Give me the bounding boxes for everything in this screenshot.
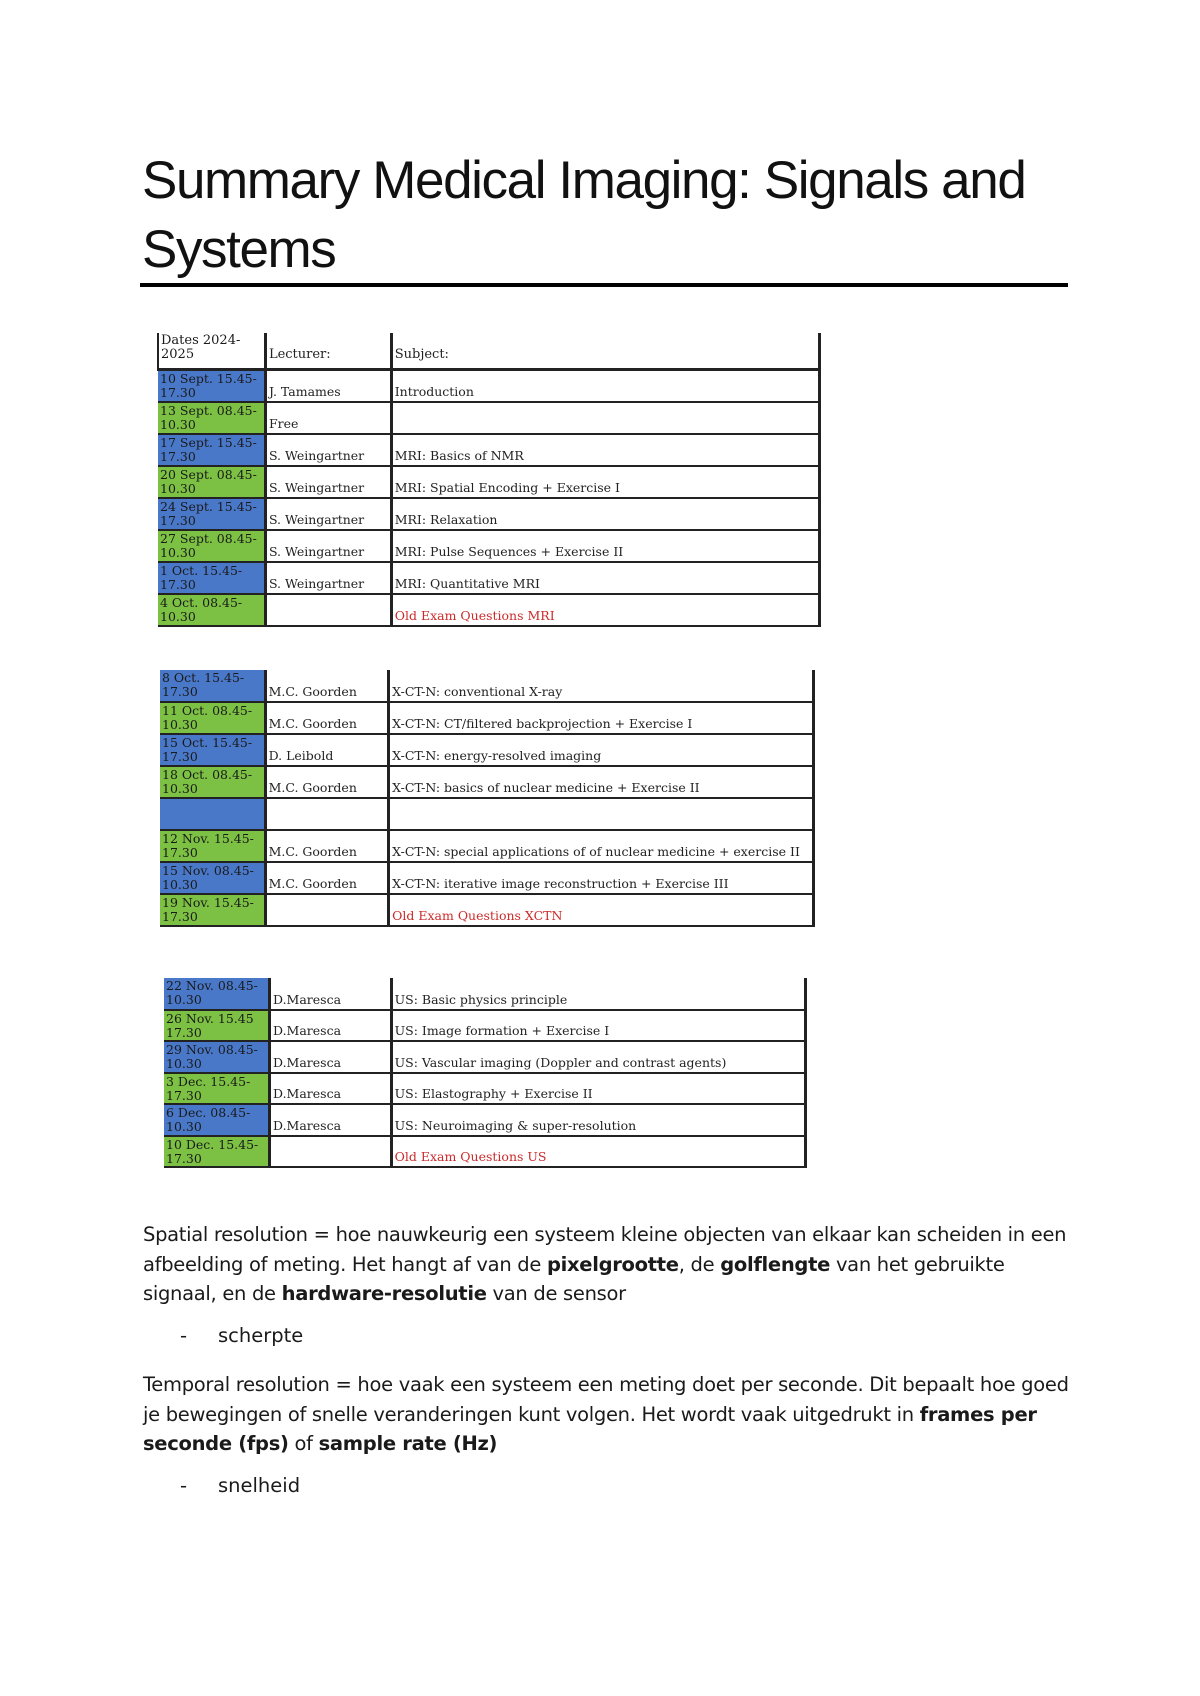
lecturer-cell: M.C. Goorden (265, 702, 389, 734)
date-cell: 13 Sept. 08.45-10.30 (158, 402, 265, 434)
date-cell: 1 Oct. 15.45-17.30 (158, 562, 265, 594)
subject-cell: MRI: Pulse Sequences + Exercise II (391, 530, 819, 562)
table-row (160, 798, 814, 830)
subject-cell: X-CT-N: conventional X-ray (389, 670, 814, 702)
lecturer-cell (265, 594, 391, 626)
subject-cell: US: Vascular imaging (Doppler and contrast agents) (391, 1041, 805, 1073)
term-hardware-resolutie: hardware-resolutie (281, 1282, 487, 1305)
term-golflengte: golflengte (720, 1252, 831, 1276)
lecturer-cell: D. Leibold (265, 734, 389, 766)
date-cell: 4 Oct. 08.45-10.30 (158, 594, 265, 626)
date-cell: 3 Dec. 15.45-17.30 (164, 1073, 270, 1105)
subject-cell: US: Basic physics principle (391, 978, 805, 1010)
lecturer-cell: J. Tamames (265, 370, 391, 402)
date-cell: 22 Nov. 08.45-10.30 (164, 978, 270, 1010)
table-row (158, 562, 820, 594)
subject-cell: X-CT-N: CT/filtered backprojection + Exercise I (389, 702, 814, 734)
subject-cell: MRI: Relaxation (391, 498, 819, 530)
table-row (164, 1041, 806, 1073)
lecturer-cell: D.Maresca (270, 1041, 392, 1073)
header-subject: Subject: (391, 333, 819, 370)
table-row (158, 434, 820, 466)
title-underline (140, 283, 1068, 287)
lecturer-cell: M.C. Goorden (265, 830, 389, 862)
schedule-table-us (164, 978, 807, 1168)
date-cell: 26 Nov. 15.45 17.30 (164, 1010, 270, 1042)
date-cell: 20 Sept. 08.45-10.30 (158, 466, 265, 498)
spatial-resolution-paragraph: Spatial resolution = hoe nauwkeurig een systeem kleine objecten van elkaar kan scheiden in een afbeelding of meting. Het hangt af van de pixelgrootte, de golflengte van het gebruikte signaal, en de hardware-resolutie van de sensor (143, 1223, 1067, 1305)
subject-cell: X-CT-N: special applications of of nuclear medicine + exercise II (389, 830, 814, 862)
lecturer-cell (270, 1136, 392, 1168)
lecturer-cell: D.Maresca (270, 1073, 392, 1105)
header-lecturer: Lecturer: (265, 333, 391, 370)
lecturer-cell: M.C. Goorden (265, 862, 389, 894)
lecturer-cell: M.C. Goorden (265, 670, 389, 702)
date-cell: 18 Oct. 08.45-10.30 (160, 766, 265, 798)
table-row (160, 894, 814, 926)
table-row (158, 402, 820, 434)
subject-cell (391, 402, 819, 434)
subject-cell (389, 798, 814, 830)
subject-cell: X-CT-N: iterative image reconstruction + Exercise III (389, 862, 814, 894)
date-cell: 27 Sept. 08.45-10.30 (158, 530, 265, 562)
subject-cell: MRI: Spatial Encoding + Exercise I (391, 466, 819, 498)
lecturer-cell: D.Maresca (270, 1010, 392, 1042)
lecturer-cell (265, 798, 389, 830)
date-cell: 17 Sept. 15.45-17.30 (158, 434, 265, 466)
lecturer-cell: S. Weingartner (265, 530, 391, 562)
bullet-scherpte: - scherpte (180, 1324, 304, 1347)
term-pixelgrootte: pixelgrootte (546, 1252, 679, 1276)
lecturer-cell (265, 894, 389, 926)
date-cell: 10 Dec. 15.45-17.30 (164, 1136, 270, 1168)
table-header-row (158, 333, 820, 370)
table-row (160, 830, 814, 862)
subject-cell: Old Exam Questions XCTN (389, 894, 814, 926)
date-cell: 8 Oct. 15.45-17.30 (160, 670, 265, 702)
subject-cell: US: Elastography + Exercise II (391, 1073, 805, 1105)
lecturer-cell: S. Weingartner (265, 498, 391, 530)
date-cell: 15 Oct. 15.45-17.30 (160, 734, 265, 766)
lecturer-cell: M.C. Goorden (265, 766, 389, 798)
table-row (158, 466, 820, 498)
date-cell: 11 Oct. 08.45-10.30 (160, 702, 265, 734)
subject-cell: US: Neuroimaging & super-resolution (391, 1104, 805, 1136)
subject-cell: Old Exam Questions MRI (391, 594, 819, 626)
term-sample-rate: sample rate (Hz) (318, 1432, 498, 1455)
schedule-table-xctn (160, 670, 815, 927)
term-fps: frames per seconde (fps) (143, 1402, 1037, 1455)
date-cell: 15 Nov. 08.45-10.30 (160, 862, 265, 894)
table-row (164, 1010, 806, 1042)
date-cell: 10 Sept. 15.45-17.30 (158, 370, 265, 402)
date-cell: 12 Nov. 15.45-17.30 (160, 830, 265, 862)
header-dates: Dates 2024-2025 (158, 333, 265, 370)
subject-cell: Introduction (391, 370, 819, 402)
subject-cell: MRI: Quantitative MRI (391, 562, 819, 594)
lecturer-cell: D.Maresca (270, 978, 392, 1010)
lecturer-cell: S. Weingartner (265, 434, 391, 466)
page-title: Summary Medical Imaging: Signals and Systems (142, 151, 1026, 279)
table-row (158, 498, 820, 530)
table-row (160, 734, 814, 766)
date-cell: 6 Dec. 08.45-10.30 (164, 1104, 270, 1136)
table-row (158, 594, 820, 626)
table-row (164, 1136, 806, 1168)
table-row (158, 530, 820, 562)
date-cell (160, 798, 265, 830)
date-cell: 29 Nov. 08.45-10.30 (164, 1041, 270, 1073)
date-cell: 19 Nov. 15.45-17.30 (160, 894, 265, 926)
temporal-resolution-paragraph: Temporal resolution = hoe vaak een systeem een meting doet per seconde. Dit bepaalt hoe goed je bewegingen of snelle veranderingen kunt volgen. Het wordt vaak uitgedrukt in frames per seconde (fps) of sample rate (Hz) (143, 1373, 1069, 1455)
subject-cell: X-CT-N: basics of nuclear medicine + Exercise II (389, 766, 814, 798)
table-row (164, 978, 806, 1010)
bullet-snelheid: - snelheid (180, 1474, 301, 1497)
date-cell: 24 Sept. 15.45-17.30 (158, 498, 265, 530)
table-row (160, 766, 814, 798)
lecturer-cell: D.Maresca (270, 1104, 392, 1136)
subject-cell: US: Image formation + Exercise I (391, 1010, 805, 1042)
lecturer-cell: S. Weingartner (265, 466, 391, 498)
table-row (160, 702, 814, 734)
table-row (158, 370, 820, 402)
table-row (164, 1073, 806, 1105)
table-row (160, 670, 814, 702)
table-row (164, 1104, 806, 1136)
subject-cell: X-CT-N: energy-resolved imaging (389, 734, 814, 766)
subject-cell: Old Exam Questions US (391, 1136, 805, 1168)
table-row (160, 862, 814, 894)
lecturer-cell: Free (265, 402, 391, 434)
lecturer-cell: S. Weingartner (265, 562, 391, 594)
schedule-table-mri (157, 333, 821, 627)
subject-cell: MRI: Basics of NMR (391, 434, 819, 466)
